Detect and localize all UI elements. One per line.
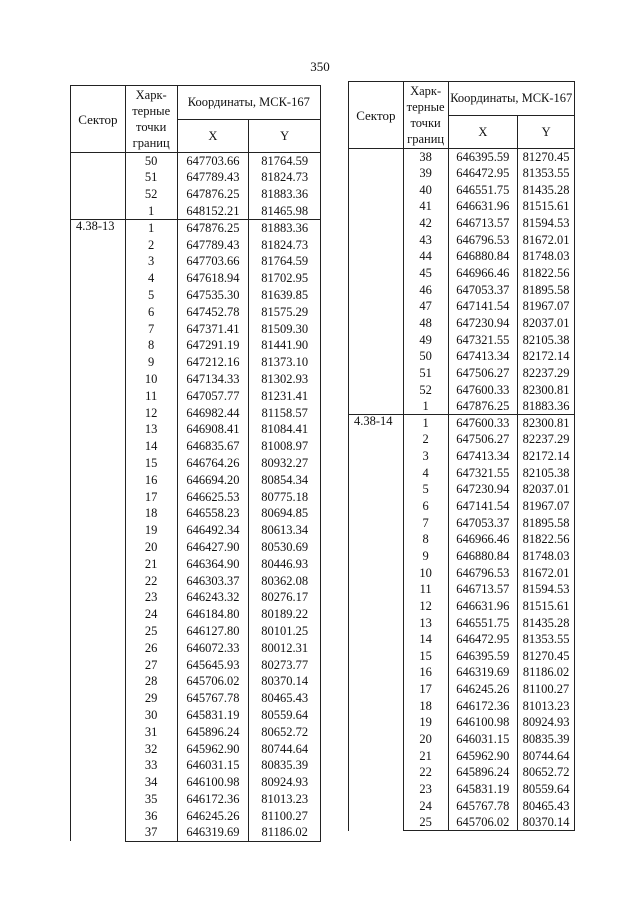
page-number: 350 — [310, 59, 330, 74]
point-number-cell: 49 — [403, 332, 448, 349]
x-coordinate-cell: 646172.36 — [177, 791, 249, 808]
y-coordinate-cell: 82105.38 — [518, 465, 575, 482]
x-coordinate-cell: 646908.41 — [177, 421, 249, 438]
y-coordinate-cell: 80744.64 — [518, 748, 575, 765]
table-body-right — [349, 149, 575, 831]
x-coordinate-cell: 647371.41 — [177, 320, 249, 337]
x-coordinate-cell: 646713.57 — [448, 215, 518, 232]
point-number-cell: 21 — [403, 748, 448, 765]
x-coordinate-cell: 645962.90 — [177, 740, 249, 757]
point-number-cell: 47 — [403, 298, 448, 315]
point-number-cell: 2 — [403, 431, 448, 448]
y-coordinate-cell: 82237.29 — [518, 365, 575, 382]
x-coordinate-cell: 646558.23 — [177, 505, 249, 522]
x-coordinate-cell: 646395.59 — [448, 149, 518, 166]
point-number-cell: 46 — [403, 282, 448, 299]
y-coordinate-cell: 81270.45 — [518, 149, 575, 166]
x-coordinate-cell: 646492.34 — [177, 522, 249, 539]
point-number-cell: 22 — [403, 764, 448, 781]
header-sector: Сектор — [349, 82, 404, 149]
y-coordinate-cell: 80465.43 — [249, 690, 321, 707]
y-coordinate-cell: 80835.39 — [518, 731, 575, 748]
point-number-cell: 9 — [125, 354, 177, 371]
y-coordinate-cell: 80744.64 — [249, 740, 321, 757]
point-number-cell: 45 — [403, 265, 448, 282]
y-coordinate-cell: 80189.22 — [249, 606, 321, 623]
point-number-cell: 2 — [125, 236, 177, 253]
x-coordinate-cell: 647141.54 — [448, 498, 518, 515]
x-coordinate-cell: 646551.75 — [448, 614, 518, 631]
header-x: X — [177, 120, 249, 153]
x-coordinate-cell: 646245.26 — [177, 808, 249, 825]
y-coordinate-cell: 81373.10 — [249, 354, 321, 371]
point-number-cell: 15 — [403, 648, 448, 665]
x-coordinate-cell: 647876.25 — [177, 220, 249, 237]
y-coordinate-cell: 80694.85 — [249, 505, 321, 522]
table-row — [71, 220, 321, 237]
point-number-cell: 13 — [125, 421, 177, 438]
x-coordinate-cell: 646427.90 — [177, 539, 249, 556]
x-coordinate-cell: 646243.32 — [177, 589, 249, 606]
header-y: Y — [249, 120, 321, 153]
point-number-cell: 25 — [125, 623, 177, 640]
x-coordinate-cell: 647876.25 — [177, 186, 249, 203]
y-coordinate-cell: 81824.73 — [249, 236, 321, 253]
point-number-cell: 41 — [403, 198, 448, 215]
point-number-cell: 51 — [403, 365, 448, 382]
x-coordinate-cell: 646880.84 — [448, 248, 518, 265]
y-coordinate-cell: 82037.01 — [518, 315, 575, 332]
y-coordinate-cell: 81465.98 — [249, 203, 321, 220]
x-coordinate-cell: 647703.66 — [177, 253, 249, 270]
header-coordinates: Координаты, МСК-167 — [177, 86, 320, 120]
point-number-cell: 24 — [403, 797, 448, 814]
x-coordinate-cell: 647506.27 — [448, 431, 518, 448]
x-coordinate-cell: 645896.24 — [448, 764, 518, 781]
x-coordinate-cell: 647876.25 — [448, 398, 518, 415]
y-coordinate-cell: 80775.18 — [249, 488, 321, 505]
y-coordinate-cell: 80370.14 — [518, 814, 575, 831]
x-coordinate-cell: 646303.37 — [177, 572, 249, 589]
sector-cell — [71, 153, 126, 220]
y-coordinate-cell: 82300.81 — [518, 381, 575, 398]
point-number-cell: 14 — [403, 631, 448, 648]
header-characteristic-points: Харк-терные точки границ — [403, 82, 448, 149]
y-coordinate-cell: 80652.72 — [249, 724, 321, 741]
header-sector: Сектор — [71, 86, 126, 153]
point-number-cell: 37 — [125, 824, 177, 841]
point-number-cell: 43 — [403, 232, 448, 249]
y-coordinate-cell: 81639.85 — [249, 287, 321, 304]
point-number-cell: 3 — [125, 253, 177, 270]
point-number-cell: 9 — [403, 548, 448, 565]
y-coordinate-cell: 81895.58 — [518, 515, 575, 532]
point-number-cell: 7 — [403, 515, 448, 532]
y-coordinate-cell: 80559.64 — [249, 707, 321, 724]
x-coordinate-cell: 647134.33 — [177, 371, 249, 388]
point-number-cell: 27 — [125, 656, 177, 673]
y-coordinate-cell: 81186.02 — [518, 664, 575, 681]
point-number-cell: 50 — [125, 153, 177, 170]
y-coordinate-cell: 81672.01 — [518, 232, 575, 249]
y-coordinate-cell: 80370.14 — [249, 673, 321, 690]
x-coordinate-cell: 646713.57 — [448, 581, 518, 598]
point-number-cell: 28 — [125, 673, 177, 690]
y-coordinate-cell: 81270.45 — [518, 648, 575, 665]
x-coordinate-cell: 647141.54 — [448, 298, 518, 315]
point-number-cell: 39 — [403, 165, 448, 182]
y-coordinate-cell: 81353.55 — [518, 165, 575, 182]
y-coordinate-cell: 80932.27 — [249, 455, 321, 472]
point-number-cell: 10 — [403, 565, 448, 582]
y-coordinate-cell: 80854.34 — [249, 472, 321, 489]
coordinates-table-right — [348, 81, 575, 831]
point-number-cell: 4 — [125, 270, 177, 287]
point-number-cell: 32 — [125, 740, 177, 757]
x-coordinate-cell: 647452.78 — [177, 304, 249, 321]
point-number-cell: 7 — [125, 320, 177, 337]
point-number-cell: 5 — [403, 481, 448, 498]
point-number-cell: 16 — [403, 664, 448, 681]
point-number-cell: 21 — [125, 556, 177, 573]
point-number-cell: 26 — [125, 640, 177, 657]
x-coordinate-cell: 646172.36 — [448, 698, 518, 715]
point-number-cell: 18 — [403, 698, 448, 715]
y-coordinate-cell: 80362.08 — [249, 572, 321, 589]
point-number-cell: 23 — [125, 589, 177, 606]
x-coordinate-cell: 645706.02 — [448, 814, 518, 831]
x-coordinate-cell: 647789.43 — [177, 169, 249, 186]
y-coordinate-cell: 80559.64 — [518, 781, 575, 798]
y-coordinate-cell: 80101.25 — [249, 623, 321, 640]
y-coordinate-cell: 81158.57 — [249, 404, 321, 421]
point-number-cell: 11 — [403, 581, 448, 598]
y-coordinate-cell: 82172.14 — [518, 348, 575, 365]
point-number-cell: 14 — [125, 438, 177, 455]
y-coordinate-cell: 81100.27 — [249, 808, 321, 825]
point-number-cell: 1 — [125, 220, 177, 237]
y-coordinate-cell: 80446.93 — [249, 556, 321, 573]
y-coordinate-cell: 81883.36 — [518, 398, 575, 415]
x-coordinate-cell: 646031.15 — [177, 757, 249, 774]
x-coordinate-cell: 646100.98 — [448, 714, 518, 731]
x-coordinate-cell: 647535.30 — [177, 287, 249, 304]
x-coordinate-cell: 645767.78 — [177, 690, 249, 707]
y-coordinate-cell: 81100.27 — [518, 681, 575, 698]
y-coordinate-cell: 81764.59 — [249, 153, 321, 170]
point-number-cell: 12 — [125, 404, 177, 421]
x-coordinate-cell: 647230.94 — [448, 315, 518, 332]
y-coordinate-cell: 81435.28 — [518, 614, 575, 631]
x-coordinate-cell: 646880.84 — [448, 548, 518, 565]
x-coordinate-cell: 646319.69 — [448, 664, 518, 681]
point-number-cell: 1 — [403, 415, 448, 432]
x-coordinate-cell: 646631.96 — [448, 598, 518, 615]
x-coordinate-cell: 647057.77 — [177, 388, 249, 405]
point-number-cell: 42 — [403, 215, 448, 232]
y-coordinate-cell: 81822.56 — [518, 531, 575, 548]
table-row — [349, 415, 575, 432]
point-number-cell: 20 — [125, 539, 177, 556]
y-coordinate-cell: 81594.53 — [518, 215, 575, 232]
point-number-cell: 51 — [125, 169, 177, 186]
y-coordinate-cell: 81895.58 — [518, 282, 575, 299]
y-coordinate-cell: 80465.43 — [518, 797, 575, 814]
y-coordinate-cell: 81883.36 — [249, 186, 321, 203]
y-coordinate-cell: 81186.02 — [249, 824, 321, 841]
point-number-cell: 19 — [125, 522, 177, 539]
y-coordinate-cell: 81084.41 — [249, 421, 321, 438]
x-coordinate-cell: 646395.59 — [448, 648, 518, 665]
x-coordinate-cell: 646127.80 — [177, 623, 249, 640]
x-coordinate-cell: 646982.44 — [177, 404, 249, 421]
x-coordinate-cell: 646472.95 — [448, 165, 518, 182]
point-number-cell: 15 — [125, 455, 177, 472]
coordinates-table-left — [70, 85, 321, 842]
y-coordinate-cell: 80652.72 — [518, 764, 575, 781]
x-coordinate-cell: 647053.37 — [448, 515, 518, 532]
x-coordinate-cell: 647789.43 — [177, 236, 249, 253]
y-coordinate-cell: 82172.14 — [518, 448, 575, 465]
x-coordinate-cell: 647413.34 — [448, 348, 518, 365]
y-coordinate-cell: 81509.30 — [249, 320, 321, 337]
y-coordinate-cell: 81748.03 — [518, 548, 575, 565]
y-coordinate-cell: 82037.01 — [518, 481, 575, 498]
point-number-cell: 11 — [125, 388, 177, 405]
point-number-cell: 4 — [403, 465, 448, 482]
point-number-cell: 44 — [403, 248, 448, 265]
sector-cell: 4.38-14 — [349, 415, 404, 831]
y-coordinate-cell: 81231.41 — [249, 388, 321, 405]
x-coordinate-cell: 645767.78 — [448, 797, 518, 814]
x-coordinate-cell: 645962.90 — [448, 748, 518, 765]
header-characteristic-points: Харк-терные точки границ — [125, 86, 177, 153]
y-coordinate-cell: 80530.69 — [249, 539, 321, 556]
y-coordinate-cell: 81764.59 — [249, 253, 321, 270]
x-coordinate-cell: 645896.24 — [177, 724, 249, 741]
point-number-cell: 3 — [403, 448, 448, 465]
table-row — [71, 153, 321, 170]
x-coordinate-cell: 647600.33 — [448, 415, 518, 432]
y-coordinate-cell: 81967.07 — [518, 298, 575, 315]
y-coordinate-cell: 82105.38 — [518, 332, 575, 349]
x-coordinate-cell: 648152.21 — [177, 203, 249, 220]
point-number-cell: 24 — [125, 606, 177, 623]
y-coordinate-cell: 80613.34 — [249, 522, 321, 539]
y-coordinate-cell: 81302.93 — [249, 371, 321, 388]
y-coordinate-cell: 80835.39 — [249, 757, 321, 774]
point-number-cell: 36 — [125, 808, 177, 825]
y-coordinate-cell: 81013.23 — [249, 791, 321, 808]
y-coordinate-cell: 81824.73 — [249, 169, 321, 186]
sector-cell: 4.38-13 — [71, 220, 126, 841]
point-number-cell: 52 — [125, 186, 177, 203]
x-coordinate-cell: 645645.93 — [177, 656, 249, 673]
point-number-cell: 50 — [403, 348, 448, 365]
x-coordinate-cell: 646631.96 — [448, 198, 518, 215]
point-number-cell: 22 — [125, 572, 177, 589]
y-coordinate-cell: 81748.03 — [518, 248, 575, 265]
point-number-cell: 6 — [403, 498, 448, 515]
x-coordinate-cell: 645831.19 — [448, 781, 518, 798]
y-coordinate-cell: 82300.81 — [518, 415, 575, 432]
table-row — [349, 149, 575, 166]
table-body-left — [71, 153, 321, 842]
x-coordinate-cell: 646764.26 — [177, 455, 249, 472]
point-number-cell: 8 — [403, 531, 448, 548]
point-number-cell: 1 — [125, 203, 177, 220]
point-number-cell: 17 — [125, 488, 177, 505]
point-number-cell: 48 — [403, 315, 448, 332]
y-coordinate-cell: 81575.29 — [249, 304, 321, 321]
y-coordinate-cell: 81967.07 — [518, 498, 575, 515]
x-coordinate-cell: 646319.69 — [177, 824, 249, 841]
x-coordinate-cell: 646364.90 — [177, 556, 249, 573]
x-coordinate-cell: 647230.94 — [448, 481, 518, 498]
point-number-cell: 19 — [403, 714, 448, 731]
y-coordinate-cell: 81435.28 — [518, 182, 575, 199]
y-coordinate-cell: 81515.61 — [518, 198, 575, 215]
point-number-cell: 18 — [125, 505, 177, 522]
x-coordinate-cell: 647413.34 — [448, 448, 518, 465]
y-coordinate-cell: 80276.17 — [249, 589, 321, 606]
x-coordinate-cell: 646966.46 — [448, 531, 518, 548]
y-coordinate-cell: 81441.90 — [249, 337, 321, 354]
y-coordinate-cell: 81883.36 — [249, 220, 321, 237]
x-coordinate-cell: 645831.19 — [177, 707, 249, 724]
point-number-cell: 23 — [403, 781, 448, 798]
x-coordinate-cell: 647506.27 — [448, 365, 518, 382]
y-coordinate-cell: 81672.01 — [518, 565, 575, 582]
y-coordinate-cell: 81515.61 — [518, 598, 575, 615]
x-coordinate-cell: 646966.46 — [448, 265, 518, 282]
x-coordinate-cell: 646100.98 — [177, 774, 249, 791]
point-number-cell: 10 — [125, 371, 177, 388]
x-coordinate-cell: 647321.55 — [448, 332, 518, 349]
x-coordinate-cell: 647703.66 — [177, 153, 249, 170]
x-coordinate-cell: 646625.53 — [177, 488, 249, 505]
x-coordinate-cell: 646835.67 — [177, 438, 249, 455]
point-number-cell: 13 — [403, 614, 448, 631]
point-number-cell: 8 — [125, 337, 177, 354]
x-coordinate-cell: 646072.33 — [177, 640, 249, 657]
point-number-cell: 17 — [403, 681, 448, 698]
point-number-cell: 40 — [403, 182, 448, 199]
point-number-cell: 12 — [403, 598, 448, 615]
x-coordinate-cell: 646796.53 — [448, 232, 518, 249]
point-number-cell: 31 — [125, 724, 177, 741]
header-y: Y — [518, 116, 575, 149]
header-coordinates: Координаты, МСК-167 — [448, 82, 574, 116]
x-coordinate-cell: 647321.55 — [448, 465, 518, 482]
y-coordinate-cell: 81594.53 — [518, 581, 575, 598]
y-coordinate-cell: 80012.31 — [249, 640, 321, 657]
x-coordinate-cell: 647053.37 — [448, 282, 518, 299]
point-number-cell: 1 — [403, 398, 448, 415]
x-coordinate-cell: 646472.95 — [448, 631, 518, 648]
header-x: X — [448, 116, 518, 149]
point-number-cell: 30 — [125, 707, 177, 724]
point-number-cell: 29 — [125, 690, 177, 707]
point-number-cell: 34 — [125, 774, 177, 791]
point-number-cell: 25 — [403, 814, 448, 831]
y-coordinate-cell: 82237.29 — [518, 431, 575, 448]
point-number-cell: 33 — [125, 757, 177, 774]
y-coordinate-cell: 80273.77 — [249, 656, 321, 673]
point-number-cell: 38 — [403, 149, 448, 166]
y-coordinate-cell: 80924.93 — [518, 714, 575, 731]
y-coordinate-cell: 81353.55 — [518, 631, 575, 648]
sector-cell — [349, 149, 404, 415]
x-coordinate-cell: 646796.53 — [448, 565, 518, 582]
point-number-cell: 20 — [403, 731, 448, 748]
x-coordinate-cell: 647600.33 — [448, 381, 518, 398]
y-coordinate-cell: 81013.23 — [518, 698, 575, 715]
point-number-cell: 6 — [125, 304, 177, 321]
x-coordinate-cell: 647618.94 — [177, 270, 249, 287]
point-number-cell: 35 — [125, 791, 177, 808]
x-coordinate-cell: 647212.16 — [177, 354, 249, 371]
y-coordinate-cell: 81822.56 — [518, 265, 575, 282]
y-coordinate-cell: 80924.93 — [249, 774, 321, 791]
point-number-cell: 52 — [403, 381, 448, 398]
x-coordinate-cell: 646031.15 — [448, 731, 518, 748]
x-coordinate-cell: 645706.02 — [177, 673, 249, 690]
y-coordinate-cell: 81702.95 — [249, 270, 321, 287]
point-number-cell: 5 — [125, 287, 177, 304]
x-coordinate-cell: 646245.26 — [448, 681, 518, 698]
y-coordinate-cell: 81008.97 — [249, 438, 321, 455]
x-coordinate-cell: 646694.20 — [177, 472, 249, 489]
x-coordinate-cell: 647291.19 — [177, 337, 249, 354]
point-number-cell: 16 — [125, 472, 177, 489]
x-coordinate-cell: 646184.80 — [177, 606, 249, 623]
x-coordinate-cell: 646551.75 — [448, 182, 518, 199]
